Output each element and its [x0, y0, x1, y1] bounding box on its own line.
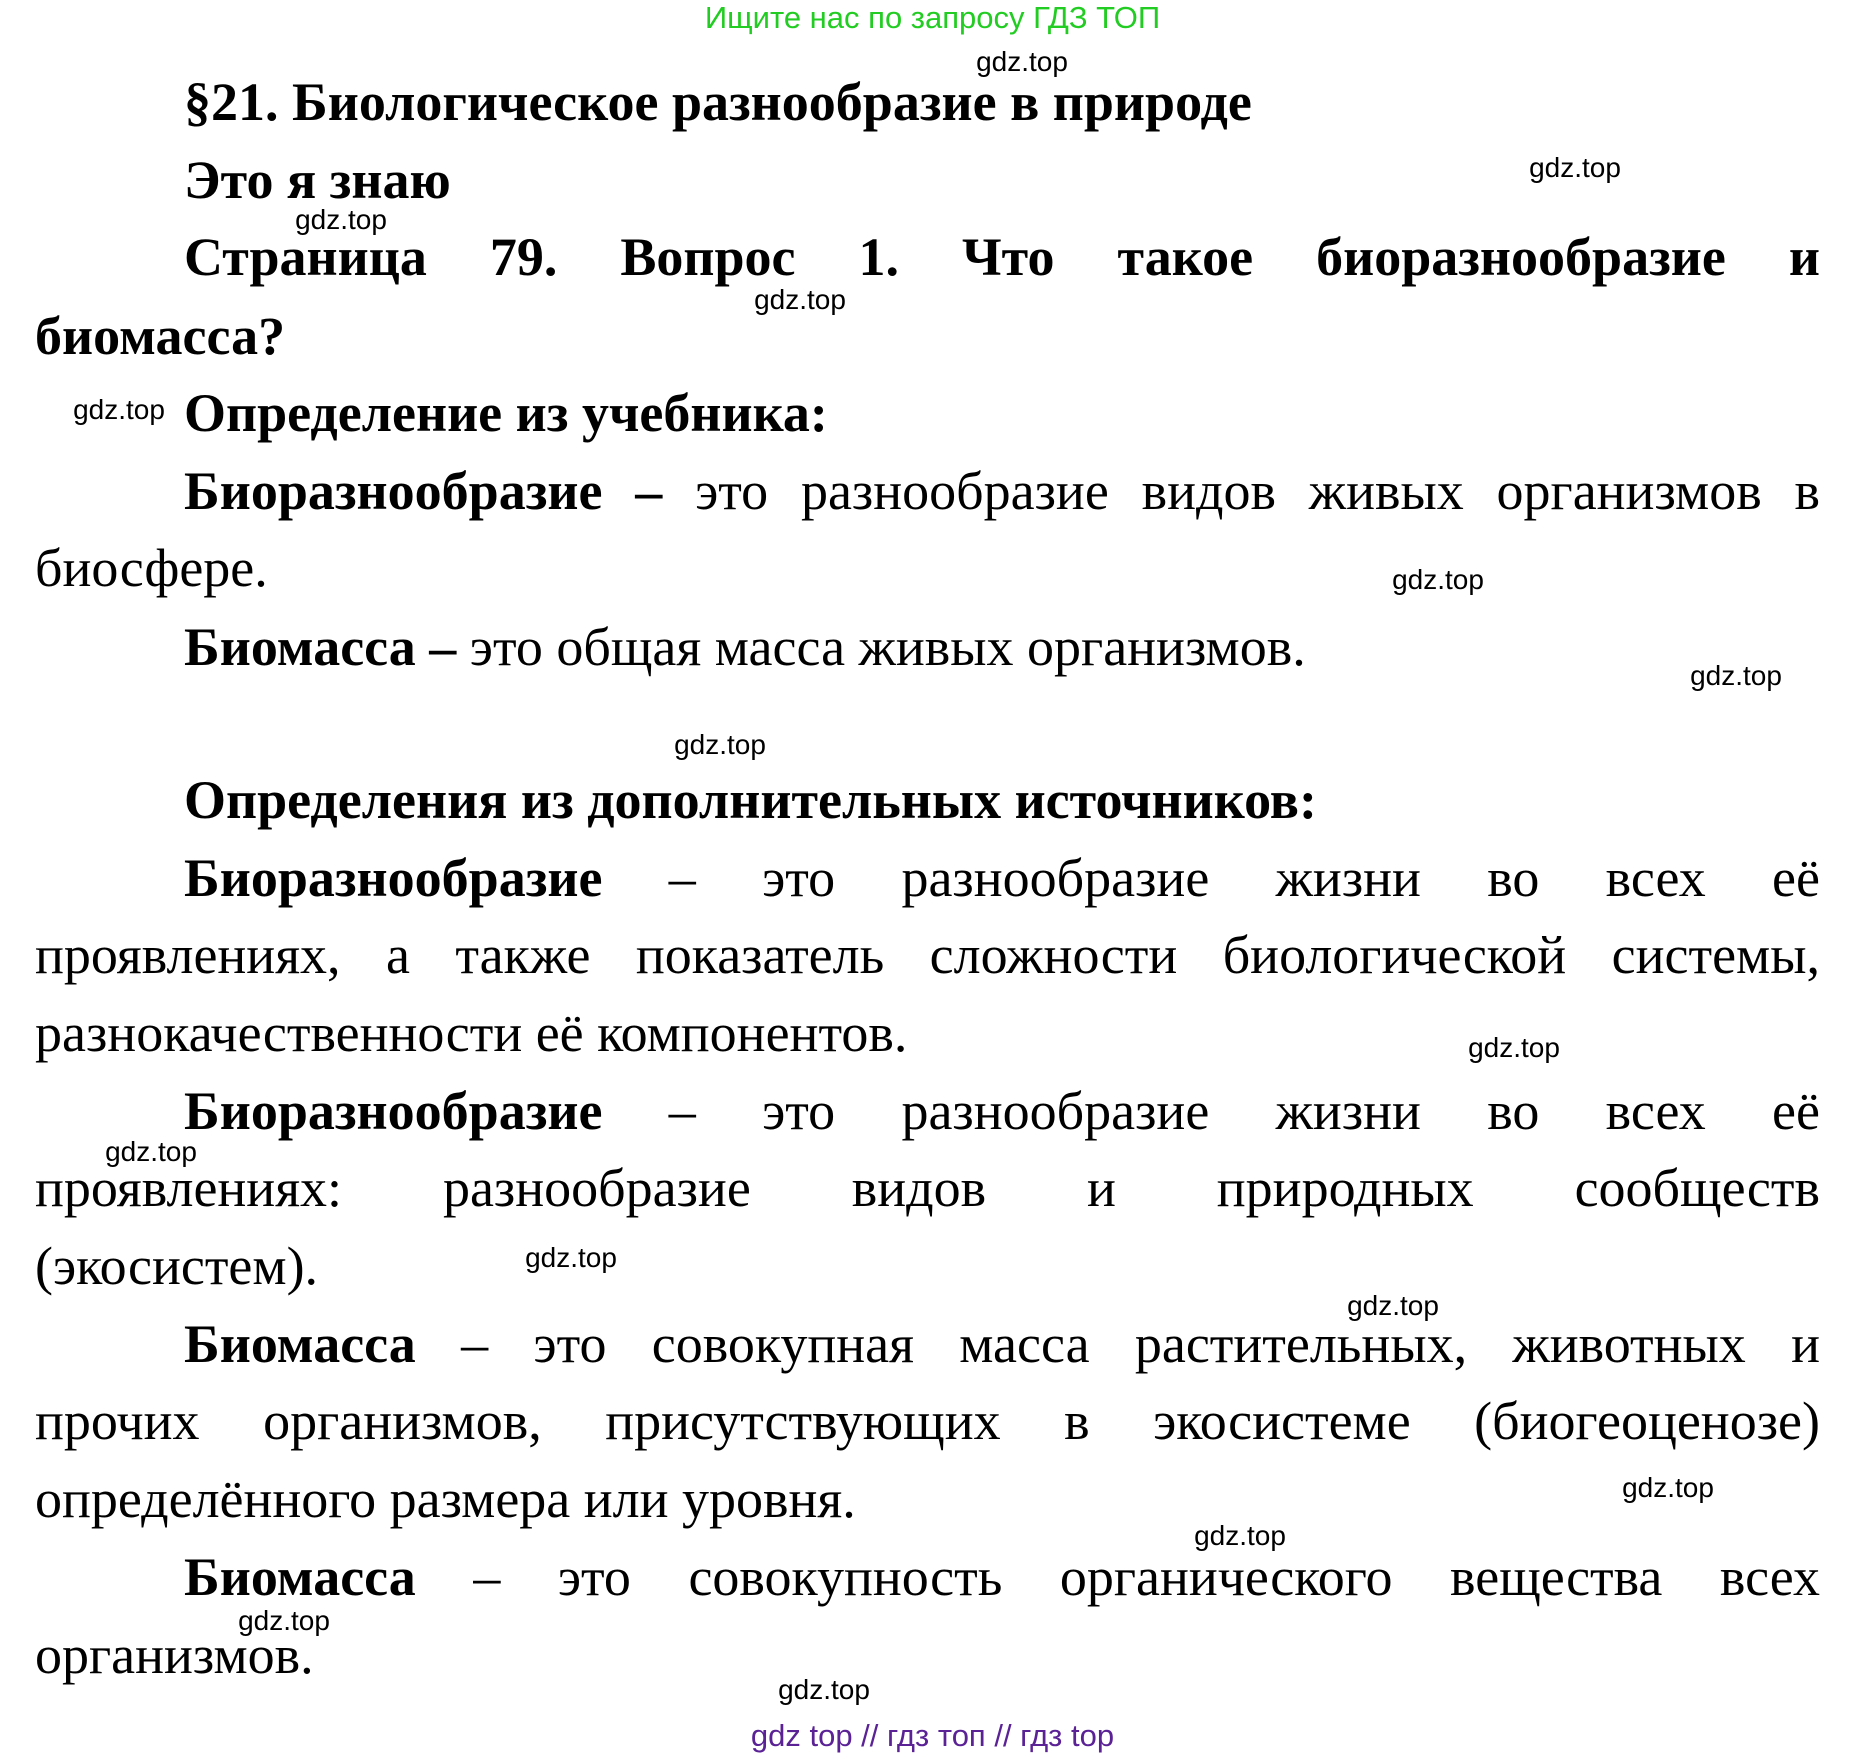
line-text: биосфере. [35, 538, 268, 598]
bold-term: Определение из учебника: [184, 383, 828, 443]
watermark: gdz.top [238, 1605, 330, 1636]
bold-term: биомасса? [35, 306, 286, 366]
line-text: разнокачественности её компонентов. [35, 1003, 908, 1063]
definition-line [35, 923, 1820, 987]
subheading-line [184, 768, 1820, 832]
definition-line [184, 459, 1820, 523]
bold-term: Биомасса [184, 1314, 416, 1374]
footer-ad[interactable]: gdz top // гдз топ // гдз top [750, 1718, 1115, 1753]
line-text: прочих организмов, присутствующих в экосистеме (биогеоценозе) [35, 1391, 1820, 1451]
line-text: проявлениях: разнообразие видов и природных сообществ [35, 1158, 1820, 1218]
definition-line [184, 1545, 1820, 1609]
bold-term: Это я знаю [184, 150, 451, 210]
subheading-line [184, 381, 1820, 445]
header-ad[interactable]: Ищите нас по запросу ГДЗ ТОП [704, 0, 1161, 35]
watermark: gdz.top [1347, 1290, 1439, 1321]
bold-term: Биомасса [184, 1547, 416, 1607]
watermark: gdz.top [1468, 1032, 1560, 1063]
line-text: – это совокупная масса растительных, животных и [415, 1314, 1820, 1374]
definition-line [35, 1234, 1820, 1298]
line-text: – это разнообразие жизни во всех её [602, 1081, 1820, 1141]
bold-term: Биоразнообразие – [184, 461, 663, 521]
watermark: gdz.top [1392, 564, 1484, 595]
definition-line [184, 615, 1820, 679]
watermark: gdz.top [295, 204, 387, 235]
watermark: gdz.top [1529, 152, 1621, 183]
definition-line [35, 536, 1820, 600]
line-text: определённого размера или уровня. [35, 1469, 856, 1529]
watermark: gdz.top [73, 394, 165, 425]
bold-term: Биоразнообразие [184, 848, 603, 908]
section-title-line [184, 70, 1820, 134]
bold-term: Определения из дополнительных источников: [184, 770, 1317, 830]
line-text: – это совокупность органического вещества всех [415, 1547, 1820, 1607]
watermark: gdz.top [754, 284, 846, 315]
watermark: gdz.top [1622, 1472, 1714, 1503]
watermark: gdz.top [1194, 1520, 1286, 1551]
line-text: проявлениях, а также показатель сложности биологической системы, [35, 925, 1820, 985]
line-text: это общая масса живых организмов. [456, 617, 1306, 677]
watermark: gdz.top [105, 1136, 197, 1167]
bold-term: Биомасса – [184, 617, 457, 677]
line-text: организмов. [35, 1625, 314, 1685]
definition-line [35, 1467, 1820, 1531]
watermark: gdz.top [976, 46, 1068, 77]
watermark: gdz.top [674, 729, 766, 760]
definition-line [184, 1079, 1820, 1143]
bold-term: Биоразнообразие [184, 1081, 603, 1141]
line-text: (экосистем). [35, 1236, 319, 1296]
watermark: gdz.top [1690, 660, 1782, 691]
watermark: gdz.top [778, 1674, 870, 1705]
bold-term: Страница 79. Вопрос 1. Что такое биоразнообразие и [184, 227, 1820, 287]
line-text: – это разнообразие жизни во всех её [602, 848, 1820, 908]
bold-term: §21. Биологическое разнообразие в природе [184, 72, 1252, 132]
watermark: gdz.top [525, 1242, 617, 1273]
definition-line [35, 1156, 1820, 1220]
line-text: это разнообразие видов живых организмов в [662, 461, 1820, 521]
question-line [184, 225, 1820, 289]
definition-line [184, 1312, 1820, 1376]
definition-line [35, 1389, 1820, 1453]
question-line [35, 304, 1820, 368]
definition-line [184, 846, 1820, 910]
